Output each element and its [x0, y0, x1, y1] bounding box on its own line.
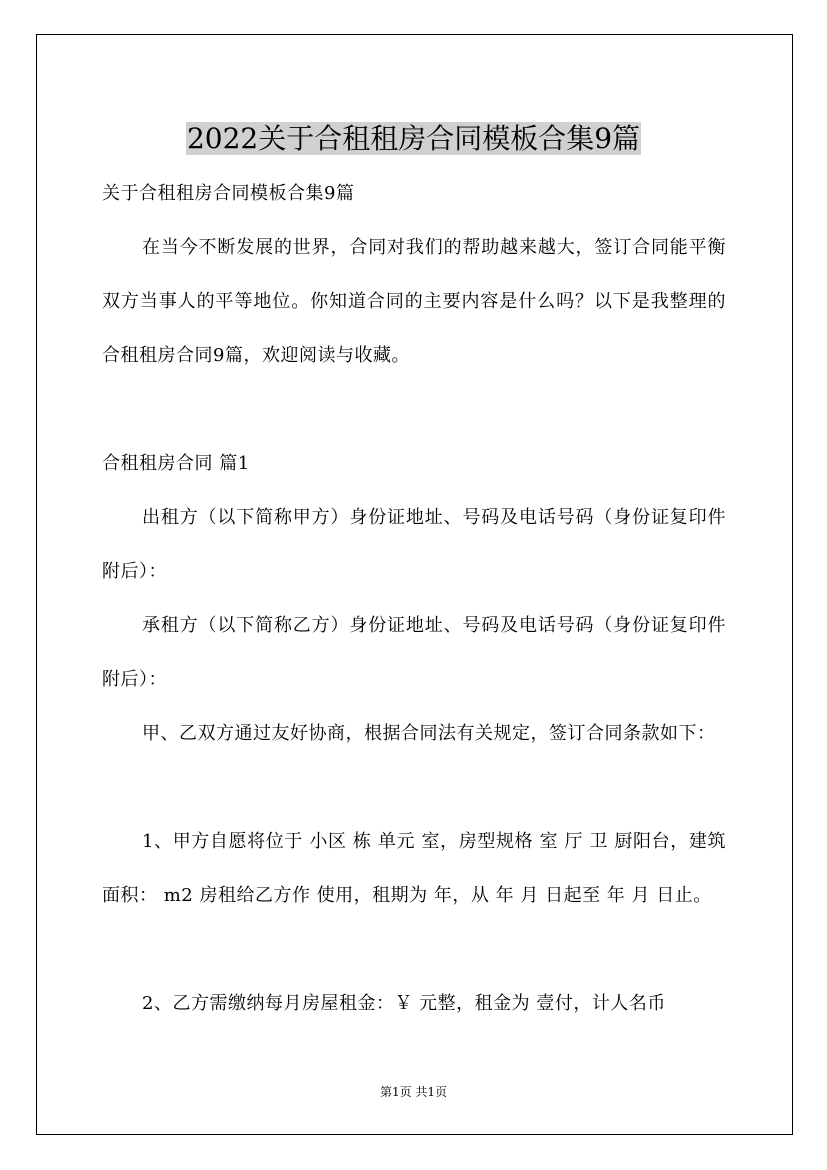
- page-footer: 第1页 共1页: [379, 1085, 448, 1099]
- clause-1-paragraph: 1、甲方自愿将位于 小区 栋 单元 室，房型规格 室 厅 卫 厨阳台，建筑面积： m2 房租给乙方作 使用，租期为 年，从 年 月 日起至 年 月 日止。: [102, 831, 726, 906]
- document-title: 2022关于合租租房合同模板合集9篇: [186, 121, 641, 155]
- party-b-paragraph: 承租方（以下简称乙方）身份证地址、号码及电话号码（身份证复印件附后）：: [102, 615, 726, 690]
- intro-paragraph: 在当今不断发展的世界，合同对我们的帮助越来越大，签订合同能平衡双方当事人的平等地位。你知道合同的主要内容是什么吗？以下是我整理的合租租房合同9篇，欢迎阅读与收藏。: [102, 237, 726, 366]
- document-subtitle: 关于合租租房合同模板合集9篇: [102, 183, 355, 204]
- agreement-paragraph: 甲、乙双方通过友好协商，根据合同法有关规定，签订合同条款如下：: [142, 723, 716, 744]
- party-a-paragraph: 出租方（以下简称甲方）身份证地址、号码及电话号码（身份证复印件附后）：: [102, 507, 726, 582]
- section-heading: 合租租房合同 篇1: [102, 453, 250, 474]
- clause-2-paragraph: 2、乙方需缴纳每月房屋租金：￥ 元整，租金为 壹付，计人名币: [142, 993, 666, 1014]
